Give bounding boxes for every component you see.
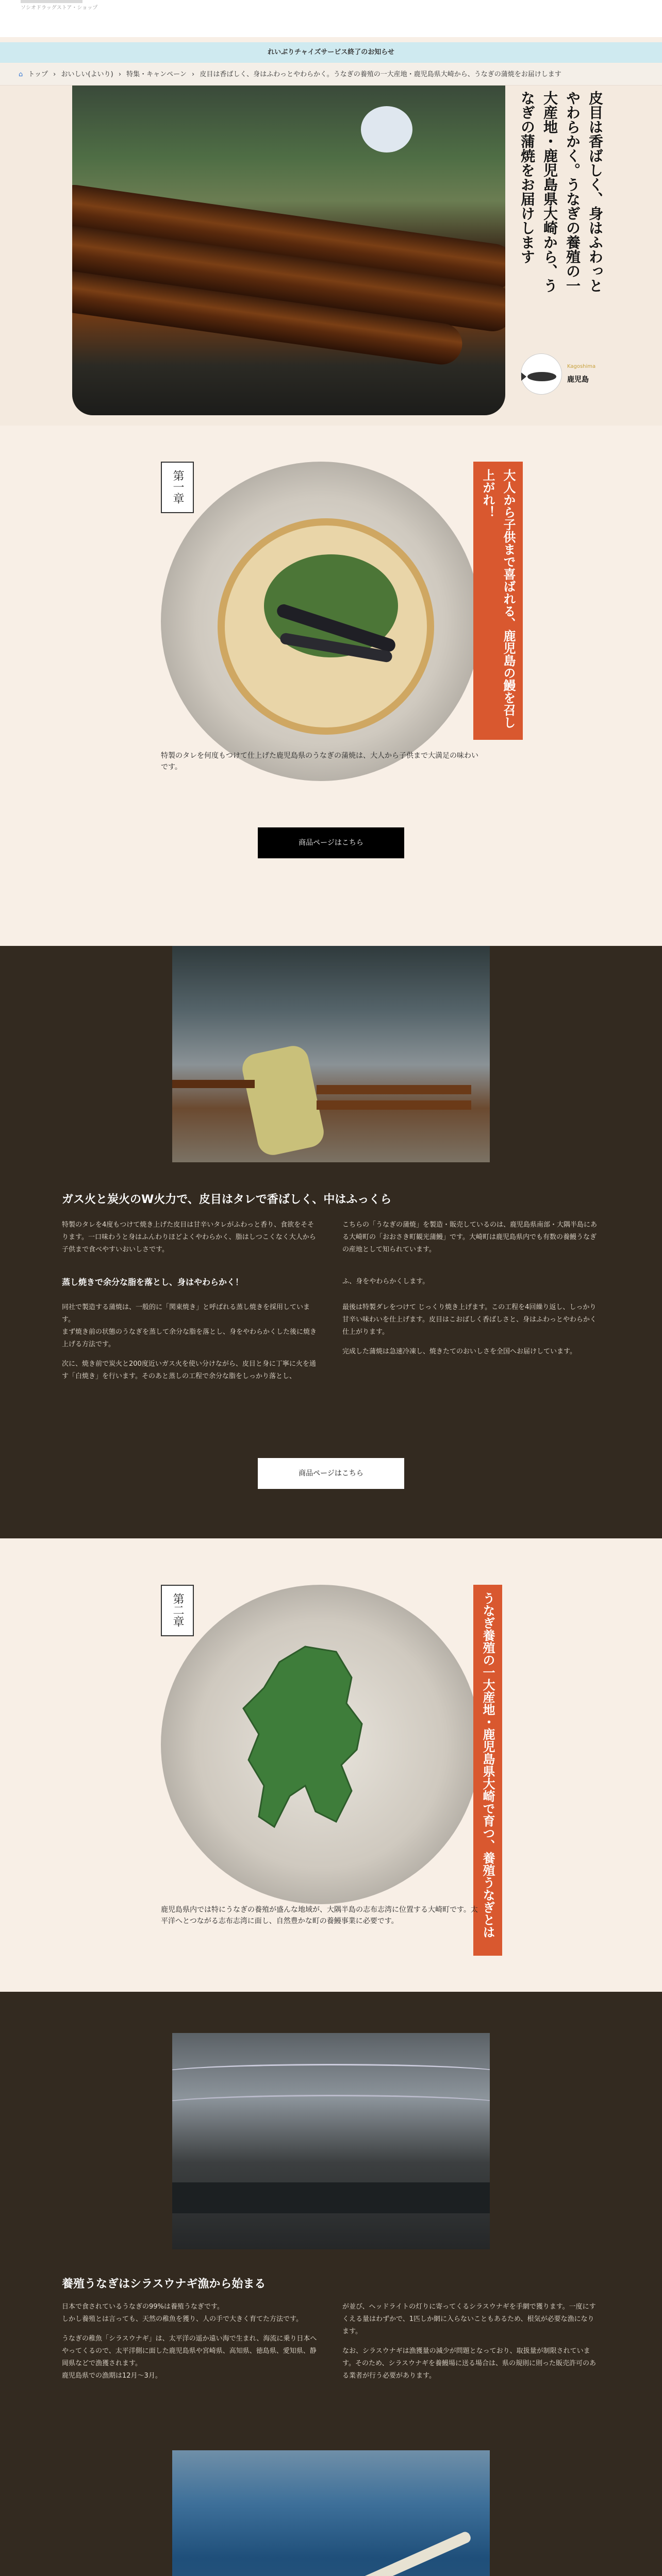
farm-title: 養殖うなぎはシラスウナギ漁から始まる <box>62 2278 266 2291</box>
breadcrumb-separator: › <box>192 71 195 78</box>
grill-title: ガス火と炭火のW火力で、皮目はタレで香ばしく、中はふっくら <box>62 1193 392 1206</box>
grill-col-1b <box>62 1301 320 1383</box>
bay-aerial-photo <box>172 2450 490 2576</box>
farm-section <box>0 1992 662 2576</box>
chapter-number-box <box>161 1585 194 1636</box>
chapter-number: 第二章 <box>171 1593 184 1627</box>
notice-banner[interactable] <box>0 42 662 63</box>
grill-paragraph: 次に、焼き前で炭火と200度近いガス火を使い分けながら、皮目と身に丁寧に火を通す「白焼き」を行います。そのあと蒸しの工程で余分な脂をしっかり落とし、 <box>62 1360 316 1380</box>
chapter-2-map <box>161 1585 481 1904</box>
breadcrumb-separator: › <box>53 71 56 78</box>
badge-en-label: Kagoshima <box>567 364 596 369</box>
logo-subtitle: ソシオドラッグストア・ショップ <box>21 5 98 11</box>
site-header <box>0 0 662 37</box>
breadcrumb-current: 皮目は香ばしく、身はふわっとやわらかく。うなぎの養殖の一大産地・鹿児島県大崎から、うなぎの蒲焼をお届けします <box>200 71 561 78</box>
chapter-2-tag: うなぎ養殖の一大産地・鹿児島県大崎で育つ、養殖うなぎとは <box>473 1585 502 1956</box>
grill-paragraph: ふ、身をやわらかくします。 <box>342 1278 429 1285</box>
chapter-1-tag: 大人から子供まで喜ばれる、鹿児島の鰻を召し上がれ！ <box>473 462 523 740</box>
breadcrumb <box>0 64 662 86</box>
product-page-button[interactable]: 商品ページはこちら <box>258 1458 404 1489</box>
greenhouse-photo <box>172 2033 490 2249</box>
fish-icon <box>521 354 562 395</box>
grill-paragraph: 完成した蒲焼は急速冷凍し、焼きたてのおいしさを全国へお届けしています。 <box>342 1348 576 1355</box>
grill-photo <box>172 946 490 1162</box>
chapter-2-section <box>0 1538 662 1992</box>
chapter-1-caption: 特製のタレを何度もつけて仕上げた鹿児島県のうなぎの蒲焼は、大人から子供まで大満足の味わいです。 <box>161 752 478 771</box>
grill-paragraph: 最後は特製ダレをつけて じっくり焼き上げます。この工程を4回繰り返し、しっかり甘辛い味わいを仕上げます。皮目はこおばしく香ばしさと、身はふわっとやわらかく仕上がります。 <box>342 1303 597 1336</box>
farm-paragraph: 日本で食されているうなぎの99%は養殖うなぎです。 <box>62 2303 224 2311</box>
breadcrumb-item[interactable]: 特集・キャンペーン <box>126 71 187 78</box>
home-icon[interactable]: ⌂ <box>19 71 23 78</box>
grill-col-1 <box>62 1219 320 1256</box>
grill-col-2 <box>342 1219 600 1256</box>
grill-paragraph: こちらの「うなぎの蒲焼」を製造・販売しているのは、鹿児島県南部・大隅半島にある大崎町の「おおさき町観光蒲鰻」です。大崎町は鹿児島県内でも有数の養鰻うなぎの産地として知られています。 <box>342 1221 598 1253</box>
breadcrumb-item[interactable]: トップ <box>28 71 48 78</box>
grill-section <box>0 946 662 1538</box>
grill-paragraph: 同社で製造する蒲焼は、一般的に「関東焼き」と呼ばれる蒸し焼きを採用しています。 <box>62 1303 310 1324</box>
breadcrumb-separator: › <box>118 71 122 78</box>
hero-section <box>0 86 662 426</box>
farm-paragraph: 鹿児島県での漁期は12月〜3月。 <box>62 2372 162 2380</box>
hero-image <box>72 86 505 415</box>
breadcrumb-item[interactable]: おいしい(よいり) <box>61 71 113 78</box>
chapter-1-section <box>0 426 662 946</box>
kagoshima-map <box>228 1641 403 1848</box>
grill-paragraph: 特製のタレを4度もつけて焼き上げた皮目は甘辛いタレがふわっと香り、食欲をそそります。一口味わうと身はふんわりほどよくやわらかく、脂はしつこくなく大人から子供まで食べやすいおいしさです。 <box>62 1221 316 1253</box>
hero-copy: 皮目は香ばしく、身はふわっとやわらかく。うなぎの養殖の一大産地・鹿児島県大崎から、うなぎの蒲焼をお届けします <box>519 91 604 293</box>
farm-col-1 <box>62 2301 320 2382</box>
breadcrumb-list <box>19 64 565 86</box>
farm-paragraph: うなぎの稚魚「シラスウナギ」は、太平洋の遥か遠い海で生まれ、海流に乗り日本へやってくるので、太平洋側に面した鹿児島県や宮崎県、高知県、徳島県、愛知県、静岡県などで漁獲されます。 <box>62 2335 317 2367</box>
badge-label: 鹿児島 <box>567 376 589 384</box>
notice-text[interactable]: れいぶりチャイズサービス終了のお知らせ <box>268 48 394 56</box>
grill-subtitle: 蒸し焼きで余分な脂を落とし、身はやわらかく！ <box>62 1277 244 1287</box>
grill-col-2b <box>342 1276 600 1358</box>
chapter-1-image <box>161 462 481 781</box>
farm-col-2 <box>342 2301 600 2382</box>
product-page-button[interactable]: 商品ページはこちら <box>258 827 404 858</box>
farm-paragraph: しかし養殖とは言っても、天然の稚魚を獲り、人の手で大きく育てた方法です。 <box>62 2315 303 2323</box>
farm-paragraph: なお、シラスウナギは漁獲量の減少が問題となっており、取扱量が制限されています。そのため、シラスウナギを養鰻場に送る場合は、県の規則に則った販売許可のある業者が行う必要があります。 <box>342 2347 597 2380</box>
chapter-number-box <box>161 462 194 513</box>
farm-paragraph: が並び、ヘッドライトの灯りに寄ってくるシラスウナギを手網で獲ります。一度にすくえる量はわずかで、1匹しか網に入らないこともあるため、根気が必要な漁になります。 <box>342 2303 596 2335</box>
chapter-number: 第一章 <box>171 470 184 504</box>
chapter-2-caption: 鹿児島県内では特にうなぎの養殖が盛んな地域が、大隅半島の志布志湾に位置する大崎町です。太平洋へとつながる志布志湾に面し、自然豊かな町の養鰻事業に必要です。 <box>161 1906 478 1925</box>
grill-paragraph: まず焼き前の状態のうなぎを蒸して余分な脂を落とし、身をやわらかくした後に焼き上げる方法です。 <box>62 1328 317 1348</box>
kagoshima-badge <box>521 353 562 395</box>
